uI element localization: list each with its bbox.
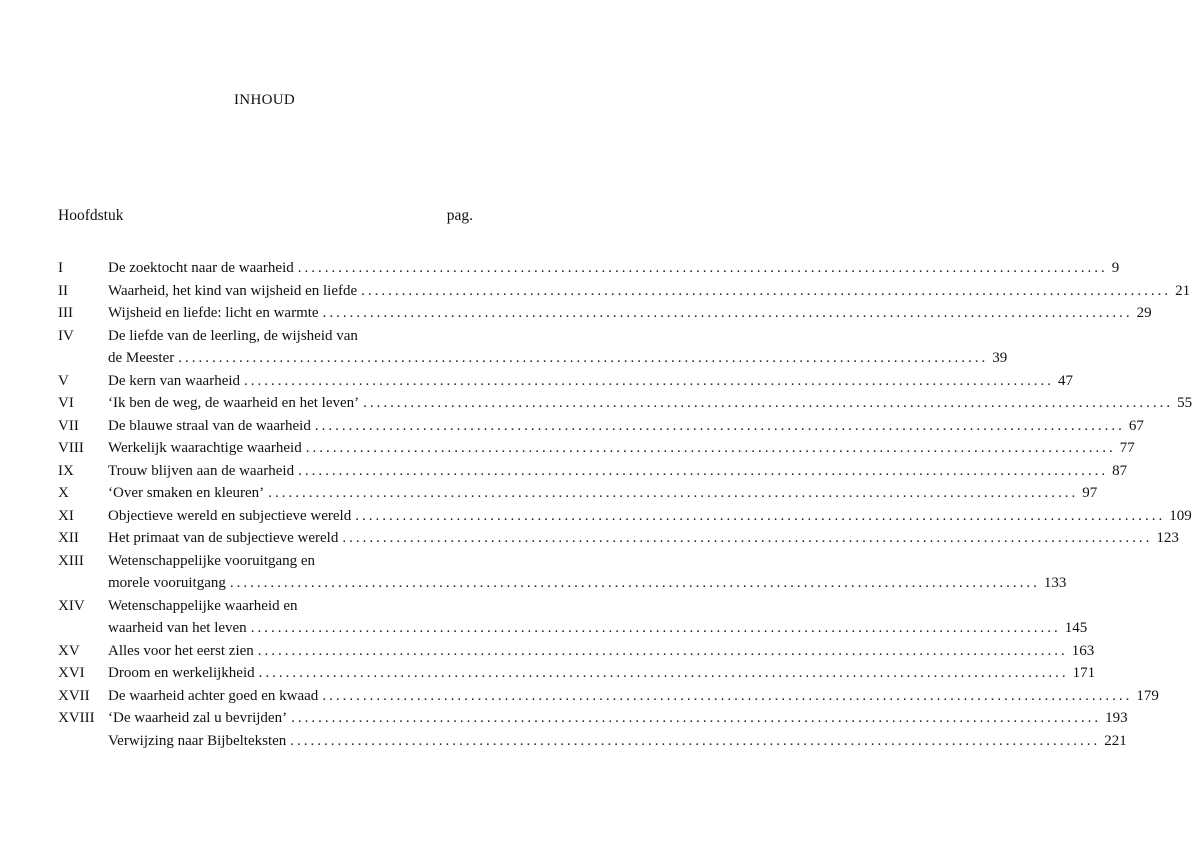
dot-leader: ........................................................................................................................ xyxy=(314,417,1125,434)
chapter-title-line xyxy=(108,415,1144,438)
toc-entry xyxy=(58,730,1127,753)
page-number: 109 xyxy=(1169,507,1192,524)
dot-leader: ........................................................................................................................ xyxy=(290,732,1101,749)
page-number: 29 xyxy=(1136,305,1152,321)
dot-leader: ........................................................................................................................ xyxy=(229,575,1040,591)
chapter-title-line xyxy=(108,347,1008,370)
chapter-title: waarheid van het leven xyxy=(108,620,247,636)
toc-entry xyxy=(58,392,1192,415)
chapter-title: Trouw blijven aan de waarheid xyxy=(108,462,295,479)
toc-entry xyxy=(58,257,1120,280)
chapter-number: XVII xyxy=(58,687,90,704)
toc-entry xyxy=(58,437,1135,460)
page-number: 9 xyxy=(1111,260,1120,276)
chapter-title: morele vooruitgang xyxy=(108,575,226,591)
chapter-title: Wijsheid en liefde: licht en warmte xyxy=(108,305,319,321)
page-number: 21 xyxy=(1175,282,1191,299)
chapter-number: IX xyxy=(58,462,74,479)
chapter-title: Waarheid, het kind van wijsheid en liefde xyxy=(108,282,358,299)
dot-leader: ........................................................................................................................ xyxy=(298,462,1109,479)
chapter-title: ‘De waarheid zal u bevrijden’ xyxy=(108,710,288,726)
page-column-label: pag. xyxy=(446,207,473,224)
chapter-title: De zoektocht naar de waarheid xyxy=(108,260,294,276)
chapter-title-line xyxy=(108,550,473,573)
dot-leader: ........................................................................................................................ xyxy=(258,665,1069,681)
dot-leader: ........................................................................................................................ xyxy=(268,485,1079,501)
toc-entry xyxy=(58,415,1144,438)
page-number: 67 xyxy=(1128,417,1144,434)
chapter-number: XIII xyxy=(58,552,84,569)
chapter-title-line xyxy=(108,527,1179,550)
chapter-title-line xyxy=(108,662,1096,685)
dot-leader: ........................................................................................................................ xyxy=(250,620,1061,636)
toc-entry xyxy=(58,325,1008,370)
page-number: 87 xyxy=(1112,462,1128,479)
chapter-number: III xyxy=(58,305,73,321)
chapter-number: XV xyxy=(58,642,80,659)
chapter-title: Verwijzing naar Bijbelteksten xyxy=(108,732,287,749)
toc-entry xyxy=(58,460,1128,483)
chapter-number: II xyxy=(58,282,68,299)
toc-entry xyxy=(58,280,1191,303)
chapter-title-line xyxy=(108,460,1128,483)
chapter-title-line xyxy=(108,640,1095,663)
dot-leader: ........................................................................................................................ xyxy=(305,440,1116,456)
page-number: 179 xyxy=(1136,687,1159,704)
chapter-number: XII xyxy=(58,530,79,546)
chapter-title: Objectieve wereld en subjectieve wereld xyxy=(108,507,352,524)
chapter-title: De liefde van de leerling, de wijsheid van xyxy=(108,327,358,344)
toc-entry xyxy=(58,662,1096,685)
chapter-title: De waarheid achter goed en kwaad xyxy=(108,687,319,704)
chapter-title-line xyxy=(108,370,1074,393)
chapter-title-line xyxy=(108,707,1128,730)
page-number: 133 xyxy=(1043,575,1067,591)
dot-leader: ........................................................................................................................ xyxy=(244,372,1055,389)
page-number: 47 xyxy=(1058,372,1074,389)
dot-leader: ........................................................................................................................ xyxy=(291,710,1102,726)
chapter-title: De kern van waarheid xyxy=(108,372,241,389)
page-number: 163 xyxy=(1071,642,1095,659)
toc-entry xyxy=(58,302,1152,325)
dot-leader: ........................................................................................................................ xyxy=(363,395,1174,411)
dot-leader: ........................................................................................................................ xyxy=(257,642,1068,659)
chapter-title-line xyxy=(108,685,1159,708)
chapter-number: V xyxy=(58,372,69,389)
chapter-title-line xyxy=(108,572,1067,595)
toc-entry xyxy=(58,595,1088,640)
toc-entry xyxy=(58,482,1098,505)
chapter-title-line xyxy=(108,257,1120,280)
chapter-title: Wetenschappelijke waarheid en xyxy=(108,597,298,614)
chapter-number: XIV xyxy=(58,597,85,614)
dot-leader: ........................................................................................................................ xyxy=(178,350,989,366)
chapter-title-line xyxy=(108,280,1191,303)
chapter-number: XI xyxy=(58,507,74,524)
chapter-title-line xyxy=(108,392,1192,415)
chapter-number: I xyxy=(58,260,63,276)
dot-leader: ........................................................................................................................ xyxy=(297,260,1108,276)
table-of-contents xyxy=(58,257,1192,752)
chapter-title-line xyxy=(108,505,1192,528)
chapter-title: Het primaat van de subjectieve wereld xyxy=(108,530,339,546)
chapter-title-line xyxy=(108,730,1127,753)
toc-entry xyxy=(58,527,1179,550)
chapter-number: VI xyxy=(58,395,74,411)
page-title: INHOUD xyxy=(234,92,295,108)
page-number: 171 xyxy=(1072,665,1096,681)
chapter-number: XVIII xyxy=(58,710,95,726)
chapter-title: Alles voor het eerst zien xyxy=(108,642,254,659)
chapter-title-line xyxy=(108,617,1088,640)
page-number: 77 xyxy=(1119,440,1135,456)
chapter-title: Werkelijk waarachtige waarheid xyxy=(108,440,302,456)
chapter-number: VII xyxy=(58,417,79,434)
chapter-title-line xyxy=(108,482,1098,505)
page-number: 193 xyxy=(1105,710,1128,726)
toc-entry xyxy=(58,505,1192,528)
toc-entry xyxy=(58,685,1159,708)
chapter-number: IV xyxy=(58,327,74,344)
page-number: 221 xyxy=(1104,732,1127,749)
toc-entry xyxy=(58,640,1095,663)
chapter-title-line xyxy=(108,302,1152,325)
page-number: 145 xyxy=(1064,620,1088,636)
toc-entry xyxy=(58,370,1074,393)
chapter-number: X xyxy=(58,485,69,501)
chapter-title: Droom en werkelijkheid xyxy=(108,665,255,681)
page-number: 123 xyxy=(1156,530,1179,546)
page-number: 55 xyxy=(1177,395,1192,411)
dot-leader: ........................................................................................................................ xyxy=(322,687,1133,704)
chapter-title-line xyxy=(108,595,473,618)
chapter-number: XVI xyxy=(58,665,85,681)
page-number: 39 xyxy=(992,350,1008,366)
dot-leader: ........................................................................................................................ xyxy=(322,305,1133,321)
chapter-number: VIII xyxy=(58,440,84,456)
page-number: 97 xyxy=(1082,485,1098,501)
chapter-title: ‘Over smaken en kleuren’ xyxy=(108,485,265,501)
dot-leader: ........................................................................................................................ xyxy=(342,530,1153,546)
chapter-title: de Meester xyxy=(108,350,175,366)
chapter-title-line xyxy=(108,325,473,348)
chapter-title: ‘Ik ben de weg, de waarheid en het leven’ xyxy=(108,395,360,411)
toc-entry xyxy=(58,550,1067,595)
chapter-title: Wetenschappelijke vooruitgang en xyxy=(108,552,316,569)
dot-leader: ........................................................................................................................ xyxy=(355,507,1166,524)
chapter-title-line xyxy=(108,437,1135,460)
toc-entry xyxy=(58,707,1128,730)
toc-header xyxy=(58,207,473,225)
chapter-title: De blauwe straal van de waarheid xyxy=(108,417,311,434)
chapter-column-label: Hoofdstuk xyxy=(58,207,124,224)
dot-leader: ........................................................................................................................ xyxy=(361,282,1172,299)
